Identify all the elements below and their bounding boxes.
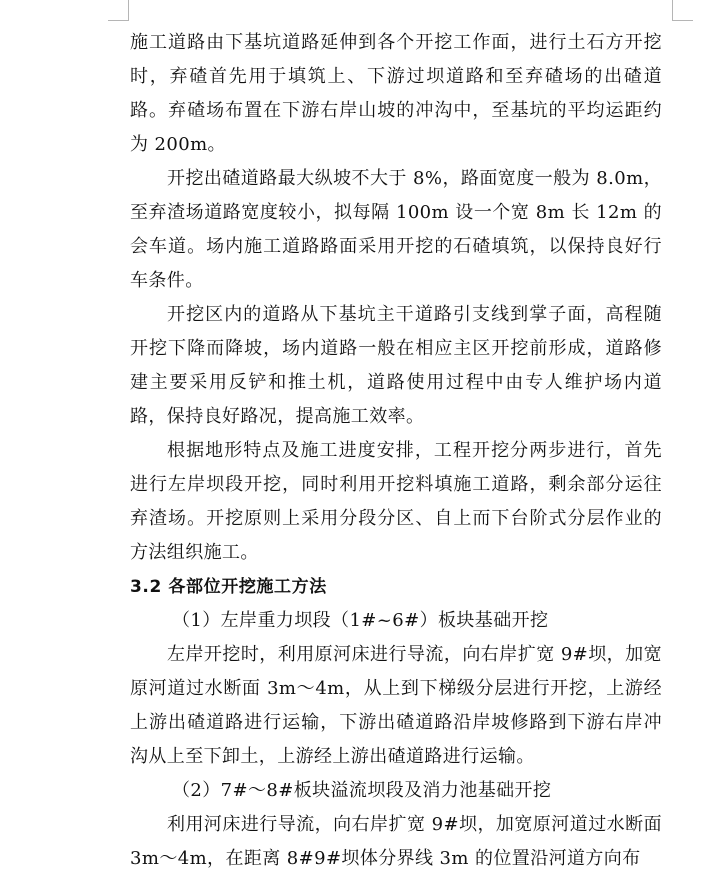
margin-corner-mark-right bbox=[672, 0, 693, 21]
section-heading: 3.2 各部位开挖施工方法 bbox=[130, 577, 327, 597]
body-paragraph: 施工道路由下基坑道路延伸到各个开挖工作面，进行土石方开挖时，弃碴首先用于填筑上、下游过坝道路和至弃碴场的出碴道路。弃碴场布置在下游右岸山坡的冲沟中，至基坑的平均运距约为 200m。 bbox=[130, 32, 662, 155]
subsection-heading: （2）7#～8#板块溢流坝段及消力池基础开挖 bbox=[172, 780, 552, 801]
body-paragraph: 利用河床进行导流，向右岸扩宽 9#坝，加宽原河道过水断面 3m～4m，在距离 8#9#坝体分界线 3m 的位置沿河道方向布 bbox=[130, 814, 662, 869]
body-paragraph: 左岸开挖时，利用原河床进行导流，向右岸扩宽 9#坝，加宽原河道过水断面 3m～4m，从上到下梯级分层进行开挖，上游经上游出碴道路进行运输，下游出碴道路沿岸坡修路到下游右岸冲沟从上至下卸土，上游经上游出碴道路进行运输。 bbox=[130, 644, 662, 767]
body-paragraph: 开挖区内的道路从下基坑主干道路引支线到掌子面，高程随开挖下降而降坡，场内道路一般在相应主区开挖前形成，道路修建主要采用反铲和推土机，道路使用过程中由专人维护场内道路，保持良好路况，提高施工效率。 bbox=[130, 304, 662, 427]
subsection-heading: （1）左岸重力坝段（1#~6#）板块基础开挖 bbox=[172, 610, 549, 631]
document-body bbox=[130, 26, 662, 876]
margin-corner-mark-left bbox=[108, 0, 129, 21]
body-paragraph: 根据地形特点及施工进度安排，工程开挖分两步进行，首先进行左岸坝段开挖，同时利用开挖料填施工道路，剩余部分运往弃渣场。开挖原则上采用分段分区、自上而下台阶式分层作业的方法组织施工。 bbox=[130, 440, 662, 563]
body-paragraph: 开挖出碴道路最大纵坡不大于 8%，路面宽度一般为 8.0m，至弃渣场道路宽度较小，拟每隔 100m 设一个宽 8m 长 12m 的会车道。场内施工道路路面采用开挖的石碴填筑，以保持良好行车条件。 bbox=[130, 168, 662, 291]
